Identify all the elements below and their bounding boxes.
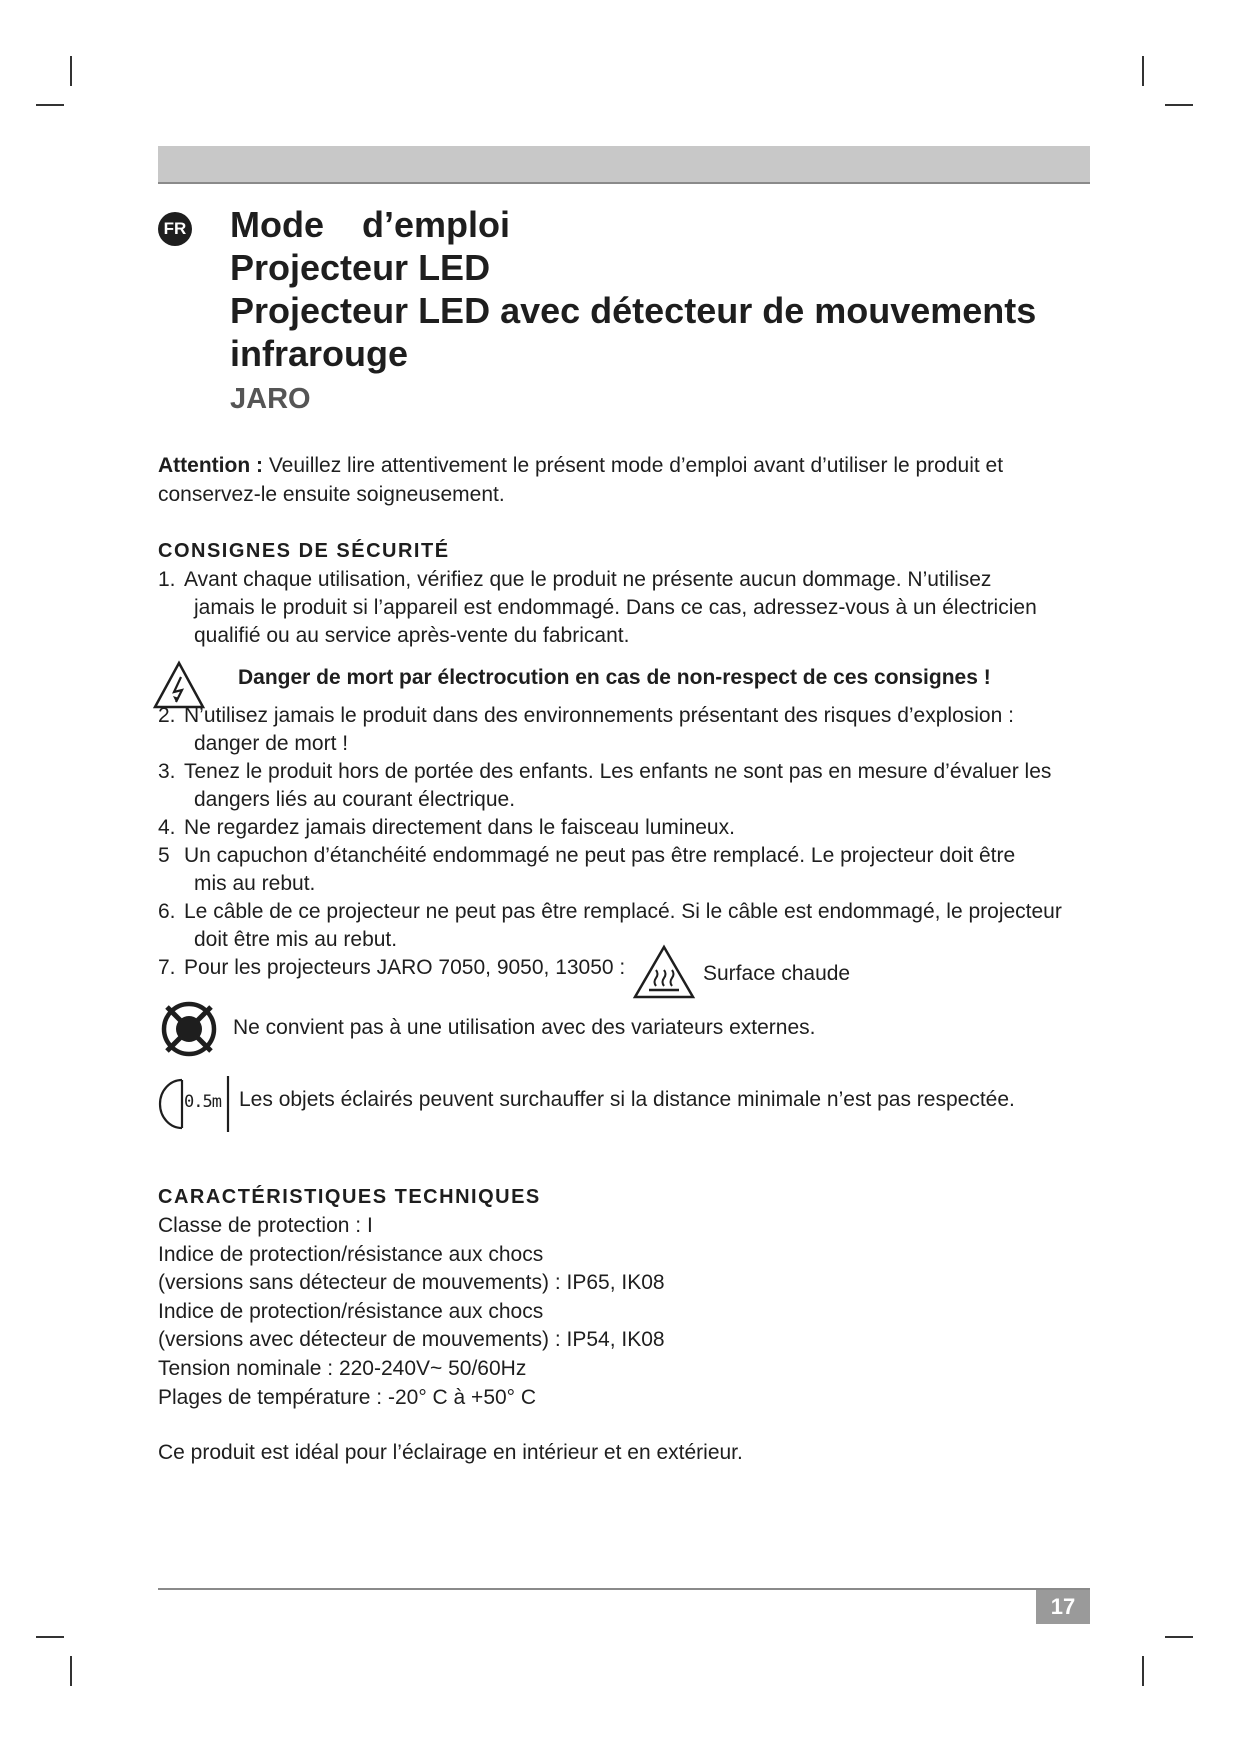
header-bar <box>158 146 1090 184</box>
model-name: JARO <box>230 383 311 415</box>
distance-warning-text: Les objets éclairés peuvent surchauffer si la distance minimale n’est pas respectée. <box>239 1088 1015 1111</box>
item-text: dangers liés au courant électrique. <box>194 788 516 811</box>
footer-rule <box>158 1588 1090 1590</box>
page-number: 17 <box>1036 1590 1090 1624</box>
title-line-2: Projecteur LED <box>230 247 491 288</box>
attention-label: Attention : <box>158 454 263 477</box>
safety-item-5 <box>158 842 1094 898</box>
spec-line: Plages de température : -20° C à +50° C <box>158 1385 537 1409</box>
safety-item-6 <box>158 898 1094 954</box>
no-dimmer-text: Ne convient pas à une utilisation avec des variateurs externes. <box>233 1016 816 1039</box>
spec-line: Tension nominale : 220-240V~ 50/60Hz <box>158 1356 527 1380</box>
item-number: 7. <box>158 956 176 979</box>
language-badge: FR <box>158 212 192 246</box>
item-text: mis au rebut. <box>194 872 316 895</box>
item-number: 5 <box>158 844 170 867</box>
crop-mark <box>1165 104 1193 106</box>
item-number: 1. <box>158 568 176 591</box>
item-text: qualifié ou au service après-vente du fabricant. <box>194 624 630 647</box>
minimum-distance-icon <box>156 1074 232 1134</box>
hot-surface-label: Surface chaude <box>703 962 851 985</box>
document-title <box>230 203 1090 375</box>
item-text: Tenez le produit hors de portée des enfants. Les enfants ne sont pas en mesure d’évaluer les <box>184 760 1052 783</box>
item-text: Avant chaque utilisation, vérifiez que le produit ne présente aucun dommage. N’utilisez <box>184 568 992 591</box>
item-number: 6. <box>158 900 176 923</box>
item-text: doit être mis au rebut. <box>194 928 398 951</box>
safety-item-1 <box>158 566 1094 650</box>
item-number: 2. <box>158 704 176 727</box>
danger-text: Danger de mort par électrocution en cas de non-respect de ces consignes ! <box>238 666 991 689</box>
item-number: 3. <box>158 760 176 783</box>
crop-mark <box>36 1636 64 1638</box>
tech-specs <box>158 1212 665 1412</box>
safety-item-7 <box>158 954 1094 982</box>
no-dimmer-icon <box>156 998 222 1060</box>
item-text: jamais le produit si l’appareil est endommagé. Dans ce cas, adressez-vous à un électricien <box>194 596 1037 619</box>
crop-mark <box>1165 1636 1193 1638</box>
title-word-emploi: d’emploi <box>362 204 511 245</box>
hot-surface-icon <box>632 944 696 1000</box>
spec-line: Classe de protection : I <box>158 1214 373 1237</box>
crop-mark <box>1142 56 1144 86</box>
safety-item-4 <box>158 814 1094 842</box>
item-text: Un capuchon d’étanchéité endommagé ne peut pas être remplacé. Le projecteur doit être <box>184 844 1016 867</box>
crop-mark <box>70 56 72 86</box>
closing-text: Ce produit est idéal pour l’éclairage en intérieur et en extérieur. <box>158 1441 743 1464</box>
title-line-4: infrarouge <box>230 333 409 374</box>
item-number: 4. <box>158 816 176 839</box>
item-text: Le câble de ce projecteur ne peut pas être remplacé. Si le câble est endommagé, le projecteur <box>184 900 1062 923</box>
safety-item-2 <box>158 702 1094 758</box>
distance-label: 0.5m <box>184 1092 221 1112</box>
attention-paragraph <box>158 451 1088 509</box>
item-text: Pour les projecteurs JARO 7050, 9050, 13050 : <box>184 956 626 979</box>
item-text: N’utilisez jamais le produit dans des environnements présentant des risques d’explosion : <box>184 704 1014 727</box>
safety-item-3 <box>158 758 1094 814</box>
spec-line: Indice de protection/résistance aux chocs <box>158 1299 544 1323</box>
crop-mark <box>70 1656 72 1686</box>
title-word-mode: Mode <box>230 204 324 245</box>
safety-heading: CONSIGNES DE SÉCURITÉ <box>158 540 450 562</box>
crop-mark <box>36 104 64 106</box>
spec-line: Indice de protection/résistance aux chocs <box>158 1242 544 1266</box>
item-text: Ne regardez jamais directement dans le faisceau lumineux. <box>184 816 735 839</box>
title-line-3: Projecteur LED avec détecteur de mouvements <box>230 290 1037 331</box>
spec-line: (versions sans détecteur de mouvements) : IP65, IK08 <box>158 1271 665 1295</box>
title-line-1 <box>230 203 1090 246</box>
attention-text: Veuillez lire attentivement le présent mode d’emploi avant d’utiliser le produit et conservez-le ensuite soigneusement. <box>158 454 1004 506</box>
spec-line: (versions avec détecteur de mouvements) : IP54, IK08 <box>158 1328 665 1352</box>
crop-mark <box>1142 1656 1144 1686</box>
item-text: danger de mort ! <box>194 732 349 755</box>
tech-heading: CARACTÉRISTIQUES TECHNIQUES <box>158 1186 541 1208</box>
